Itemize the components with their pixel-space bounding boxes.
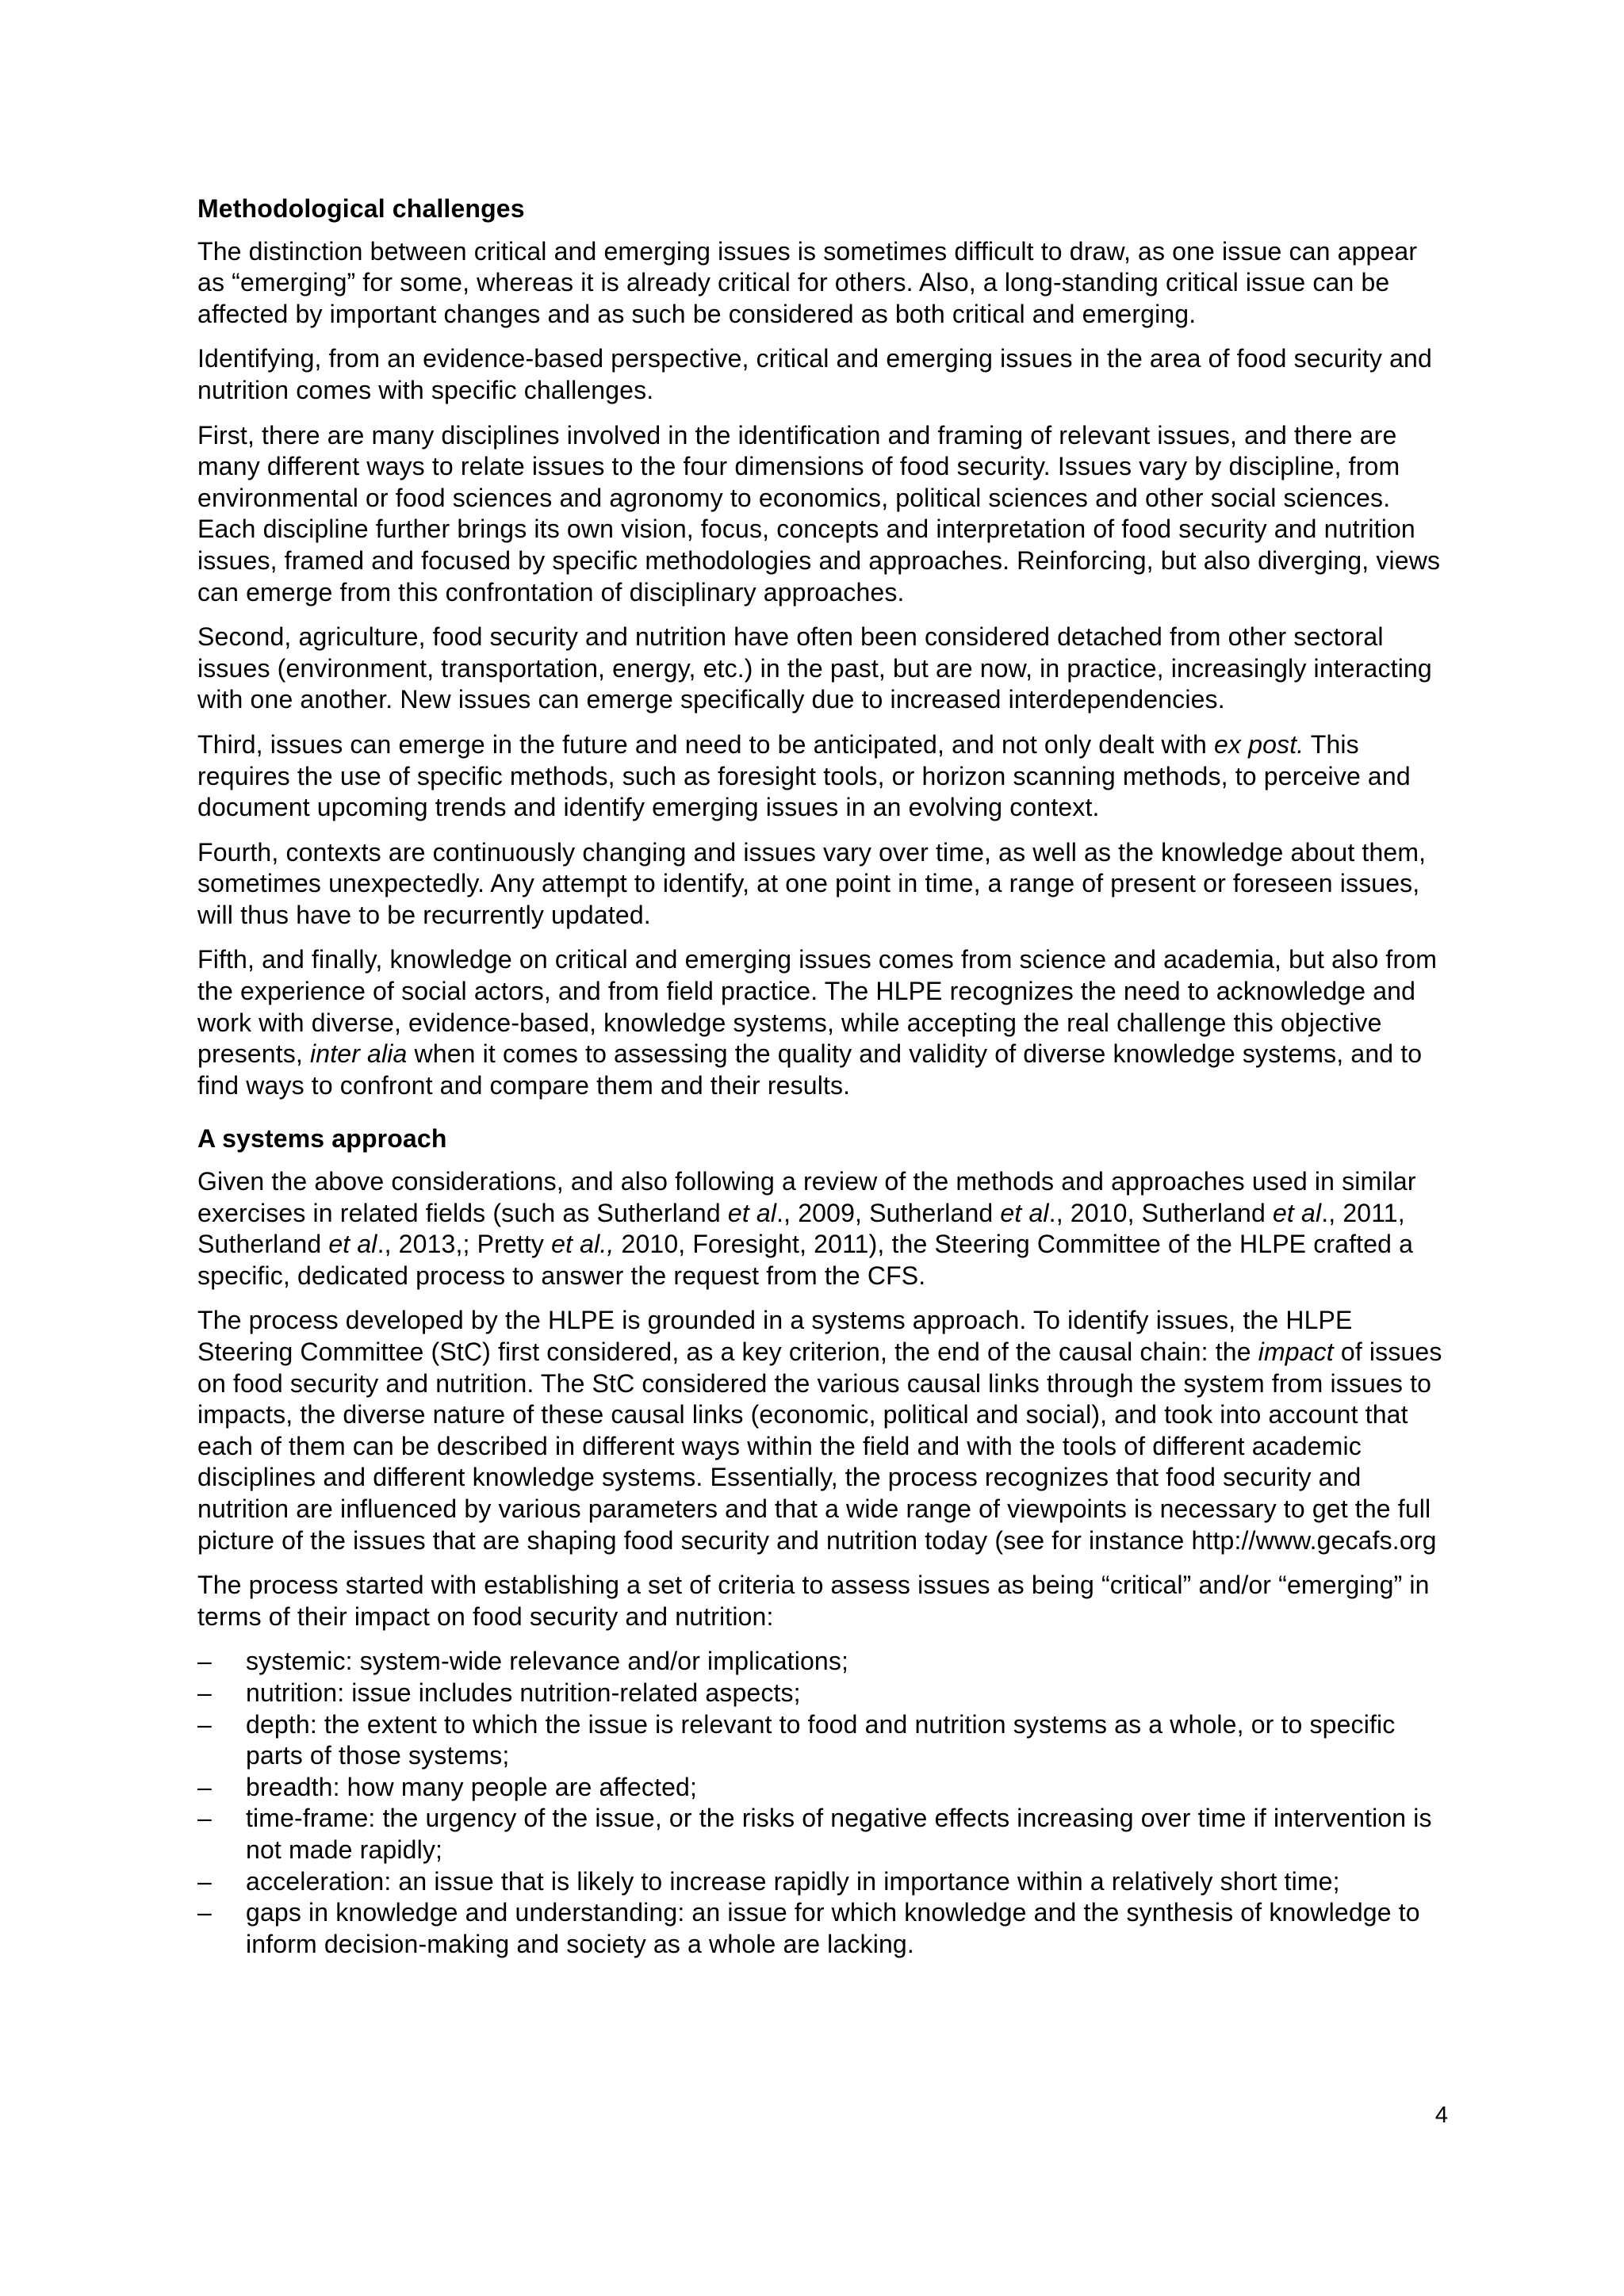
text-run: of issues on food security and nutrition. The StC considered the various causal links through the system from issues to impacts, the diverse nature of these causal links (economic, political and social), and took into account that each of them can be described in different ways within the field and with the tools of different academic disciplines and different knowledge systems. Essentially, the process recognizes that food security and nutrition are influenced by various parameters and that a wide range of viewpoints is necessary to get the full picture of the issues that are shaping food security and nutrition today (see for instance http://www.gecafs.org bbox=[197, 1337, 1442, 1555]
text-run: Fifth, and finally, knowledge on critical and emerging issues comes from science and academia, but also from the experience of social actors, and from field practice. The HLPE recognizes the need to acknowledge and work with diverse, evidence-based, knowledge systems, while accepting the real challenge this objective presents, bbox=[197, 945, 1438, 1069]
list-item bbox=[197, 1803, 1444, 1866]
paragraph-distinction: The distinction between critical and emerging issues is sometimes difficult to draw, as one issue can appear as “emerging” for some, whereas it is already critical for others. Also, a long-standing critical issue can be affected by important changes and as such be considered as both critical and emerging. bbox=[197, 236, 1418, 328]
emphasis-impact: impact bbox=[1258, 1337, 1334, 1366]
text-run: ., 2013,; Pretty bbox=[377, 1230, 552, 1259]
paragraph-identifying: Identifying, from an evidence-based perspective, critical and emerging issues in the area of food security and nutrition comes with specific challenges. bbox=[197, 344, 1432, 404]
emphasis-ex-post: ex post. bbox=[1214, 729, 1304, 759]
bullet-dash: – bbox=[197, 1678, 212, 1707]
text-run: This requires the use of specific methods, such as foresight tools, or horizon scanning methods, to perceive and document upcoming trends and identify emerging issues in an evolving context. bbox=[197, 729, 1411, 822]
list-item bbox=[197, 1772, 1444, 1804]
paragraph-process-started: The process started with establishing a set of criteria to assess issues as being “critical” and/or “emerging” in terms of their impact on food security and nutrition: bbox=[197, 1571, 1430, 1631]
criterion-text: breadth: how many people are affected; bbox=[246, 1772, 698, 1801]
citation-et-al: et al bbox=[328, 1230, 377, 1259]
text-run: ., 2010, Sutherland bbox=[1048, 1198, 1273, 1227]
criterion-text: acceleration: an issue that is likely to increase rapidly in importance within a relatively short time; bbox=[246, 1866, 1340, 1896]
text-run: when it comes to assessing the quality and validity of diverse knowledge systems, and to find ways to confront and compare them and their results. bbox=[197, 1039, 1423, 1100]
text-run: ., 2011, Sutherland bbox=[197, 1198, 1405, 1259]
text-run: Third, issues can emerge in the future and need to be anticipated, and not only dealt with bbox=[197, 729, 1215, 759]
criteria-list bbox=[197, 1646, 1444, 1960]
citation-et-al: et al., bbox=[551, 1230, 615, 1259]
criterion-text: nutrition: issue includes nutrition-related aspects; bbox=[246, 1678, 801, 1707]
list-item bbox=[197, 1897, 1444, 1960]
text-run: 2010, Foresight, 2011), the Steering Committee of the HLPE crafted a specific, dedicated process to answer the request from the CFS. bbox=[197, 1230, 1414, 1290]
page-number: 4 bbox=[1434, 2103, 1448, 2128]
paragraph-third-challenge bbox=[197, 729, 1444, 824]
paragraph-first-challenge: First, there are many disciplines involved in the identification and framing of relevant issues, and there are many different ways to relate issues to the four dimensions of food security. Issues vary by discipline, from environmental or food sciences and agronomy to economics, political sciences and other social sciences. Each discipline further brings its own vision, focus, concepts and interpretation of food security and nutrition issues, framed and focused by specific methodologies and approaches. Reinforcing, but also diverging, views can emerge from this confrontation of disciplinary approaches. bbox=[197, 420, 1441, 607]
bullet-dash: – bbox=[197, 1709, 212, 1739]
paragraph-given-considerations bbox=[197, 1166, 1444, 1292]
citation-et-al: et al bbox=[727, 1198, 777, 1227]
page-content bbox=[197, 193, 1444, 1960]
citation-et-al: et al bbox=[1272, 1198, 1322, 1227]
criterion-text: systemic: system-wide relevance and/or implications; bbox=[246, 1647, 849, 1676]
list-item bbox=[197, 1646, 1444, 1678]
paragraph-fifth-challenge bbox=[197, 944, 1444, 1101]
bullet-dash: – bbox=[197, 1647, 212, 1676]
criterion-text: depth: the extent to which the issue is relevant to food and nutrition systems as a whole, or to specific parts of those systems; bbox=[246, 1709, 1396, 1770]
section-heading-methodological-challenges: Methodological challenges bbox=[197, 194, 525, 223]
list-item bbox=[197, 1678, 1444, 1709]
citation-et-al: et al bbox=[1000, 1198, 1049, 1227]
list-item bbox=[197, 1866, 1444, 1898]
list-item bbox=[197, 1709, 1444, 1772]
bullet-dash: – bbox=[197, 1866, 212, 1896]
criterion-text: gaps in knowledge and understanding: an issue for which knowledge and the synthesis of knowledge to inform decision-making and society as a whole are lacking. bbox=[246, 1898, 1420, 1958]
paragraph-fourth-challenge: Fourth, contexts are continuously changing and issues vary over time, as well as the knowledge about them, sometimes unexpectedly. Any attempt to identify, at one point in time, a range of present or foreseen issues, will thus have to be recurrently updated. bbox=[197, 837, 1427, 929]
bullet-dash: – bbox=[197, 1898, 212, 1927]
criterion-text: time-frame: the urgency of the issue, or the risks of negative effects increasing over time if intervention is not made rapidly; bbox=[246, 1804, 1432, 1864]
bullet-dash: – bbox=[197, 1772, 212, 1801]
paragraph-second-challenge: Second, agriculture, food security and nutrition have often been considered detached from other sectoral issues (environment, transportation, energy, etc.) in the past, but are now, in practice, increasingly interacting with one another. New issues can emerge specifically due to increased interdependencies. bbox=[197, 622, 1432, 714]
text-run: Given the above considerations, and also following a review of the methods and approaches used in similar exercises in related fields (such as Sutherland bbox=[197, 1167, 1416, 1227]
emphasis-inter-alia: inter alia bbox=[310, 1039, 408, 1069]
paragraph-process-developed bbox=[197, 1305, 1444, 1556]
bullet-dash: – bbox=[197, 1804, 212, 1833]
text-run: ., 2009, Sutherland bbox=[776, 1198, 1001, 1227]
section-heading-systems-approach: A systems approach bbox=[197, 1124, 447, 1154]
text-run: The process developed by the HLPE is grounded in a systems approach. To identify issues, the HLPE Steering Committee (StC) first considered, as a key criterion, the end of the causal chain: the bbox=[197, 1306, 1353, 1366]
